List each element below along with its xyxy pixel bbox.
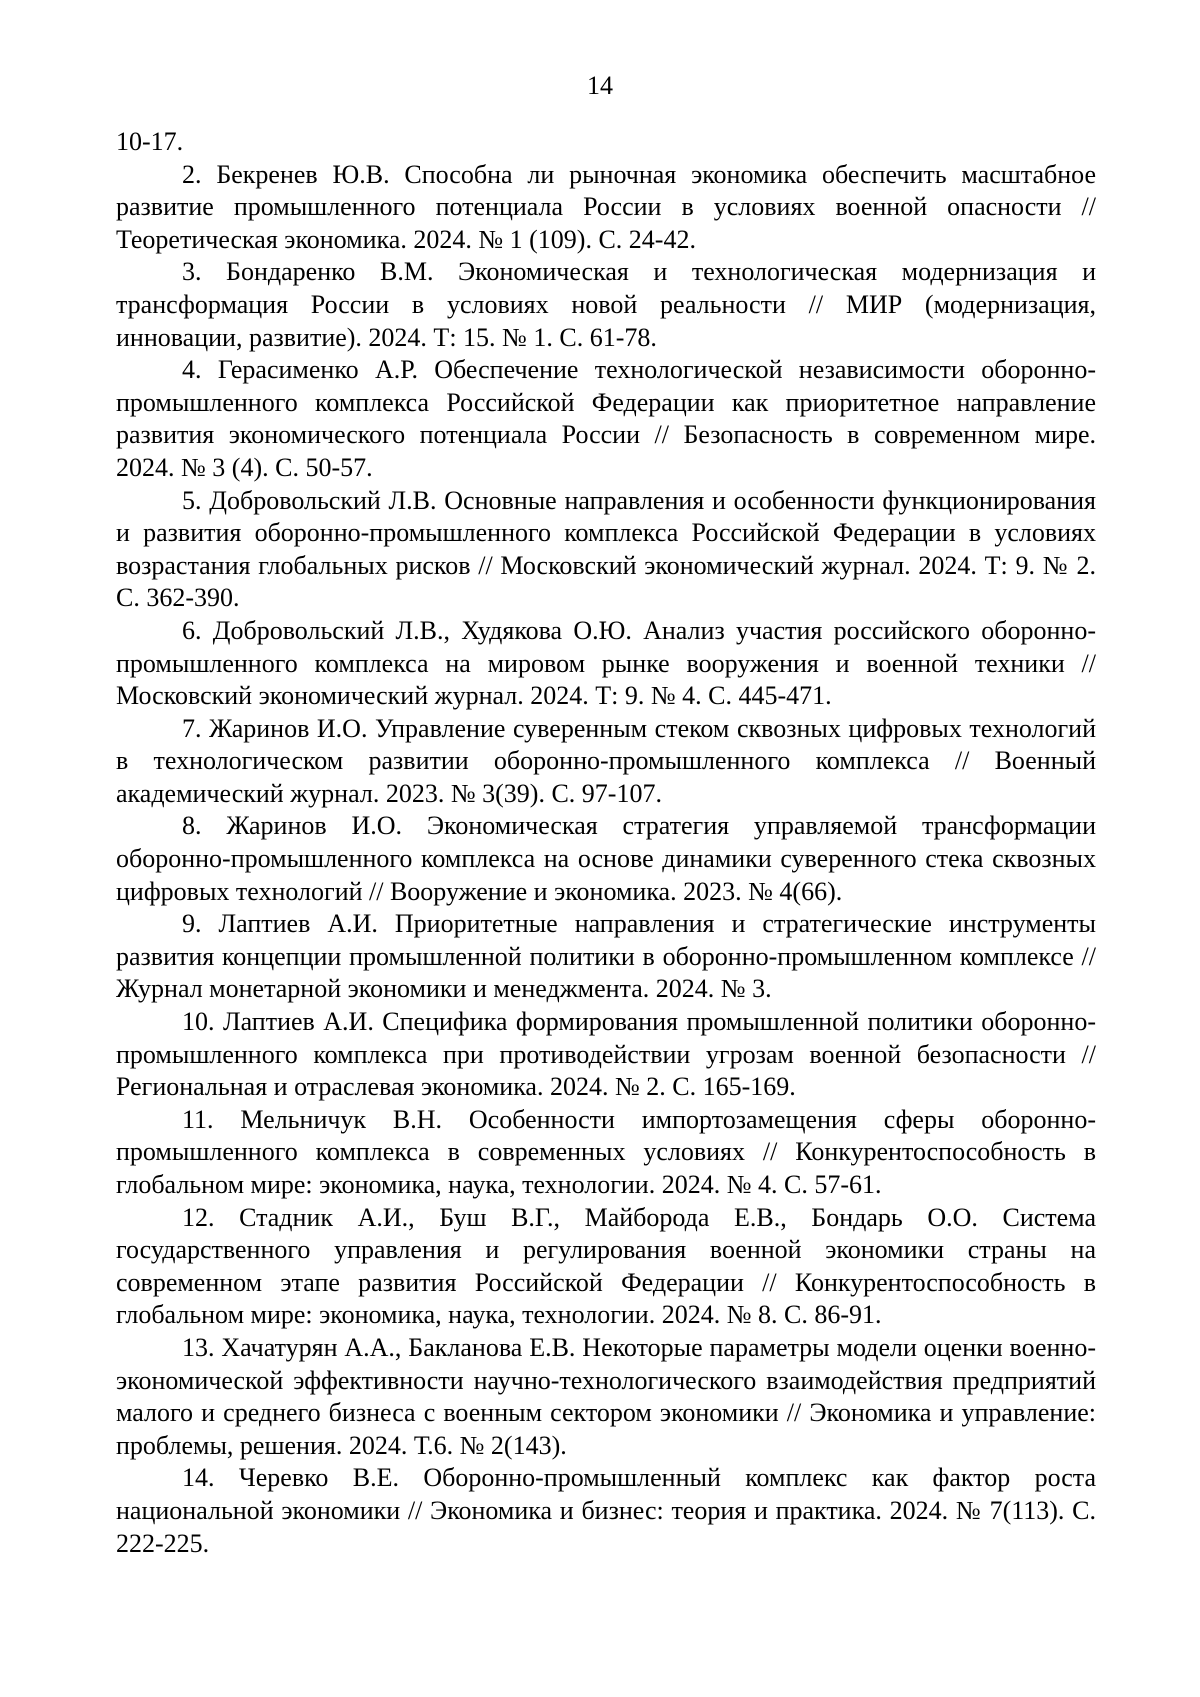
reference-item: 5. Добровольский Л.В. Основные направления и особенности функционирования и развития оборонно-промышленного комплекса Российской Федерации в условиях возрастания глобальных рисков // Московский экономический журнал. 2024. Т: 9. № 2. С. 362-390. [116,485,1096,613]
reference-item: 4. Герасименко А.Р. Обеспечение технологической независимости оборонно-промышленного комплекса Российской Федерации как приоритетное направление развития экономического потенциала России // Безопасность в современном мире. 2024. № 3 (4). С. 50-57. [116,355,1096,482]
reference-item: 10. Лаптиев А.И. Специфика формирования промышленной политики оборонно-промышленного комплекса при противодействии угрозам военной безопасности // Региональная и отраслевая экономика. 2024. № 2. С. 165-169. [116,1007,1096,1102]
reference-item: 6. Добровольский Л.В., Худякова О.Ю. Анализ участия российского оборонно-промышленного комплекса на мировом рынке вооружения и военной техники // Московский экономический журнал. 2024. Т: 9. № 4. С. 445-471. [116,615,1096,711]
reference-item: 8. Жаринов И.О. Экономическая стратегия управляемой трансформации оборонно-промышленного комплекса на основе динамики суверенного стека сквозных цифровых технологий // Вооружение и экономика. 2023. № 4(66). [116,811,1096,906]
reference-list [116,126,1096,1560]
reference-item: 3. Бондаренко В.М. Экономическая и технологическая модернизация и трансформация России в условиях новой реальности // МИР (модернизация, инновации, развитие). 2024. Т: 15. № 1. С. 61-78. [116,257,1096,352]
reference-item: 13. Хачатурян А.А., Бакланова Е.В. Некоторые параметры модели оценки военно-экономической эффективности научно-технологического взаимодействия предприятий малого и среднего бизнеса с военным сектором экономики // Экономика и управление: проблемы, решения. 2024. Т.6. № 2(143). [116,1332,1096,1460]
reference-item: 7. Жаринов И.О. Управление суверенным стеком сквозных цифровых технологий в технологическом развитии оборонно-промышленного комплекса // Военный академический журнал. 2023. № 3(39). С. 97-107. [116,713,1096,808]
reference-continuation: 10-17. [116,127,184,156]
reference-item: 9. Лаптиев А.И. Приоритетные направления и стратегические инструменты развития концепции промышленной политики в оборонно-промышленном комплексе // Журнал монетарной экономики и менеджмента. 2024. № 3. [116,909,1096,1004]
reference-item: 2. Бекренев Ю.В. Способна ли рыночная экономика обеспечить масштабное развитие промышленного потенциала России в условиях военной опасности // Теоретическая экономика. 2024. № 1 (109). С. 24-42. [116,159,1096,254]
page-number: 14 [587,71,613,100]
reference-item: 12. Стадник А.И., Буш В.Г., Майборода Е.В., Бондарь О.О. Система государственного управления и регулирования военной экономики страны на современном этапе развития Российской Федерации // Конкурентоспособность в глобальном мире: экономика, наука, технологии. 2024. № 8. С. 86-91. [116,1202,1096,1330]
reference-item: 14. Черевко В.Е. Оборонно-промышленный комплекс как фактор роста национальной экономики // Экономика и бизнес: теория и практика. 2024. № 7(113). С. 222-225. [116,1463,1096,1558]
reference-item: 11. Мельничук В.Н. Особенности импортозамещения сферы оборонно-промышленного комплекса в современных условиях // Конкурентоспособность в глобальном мире: экономика, наука, технологии. 2024. № 4. С. 57-61. [116,1104,1096,1199]
